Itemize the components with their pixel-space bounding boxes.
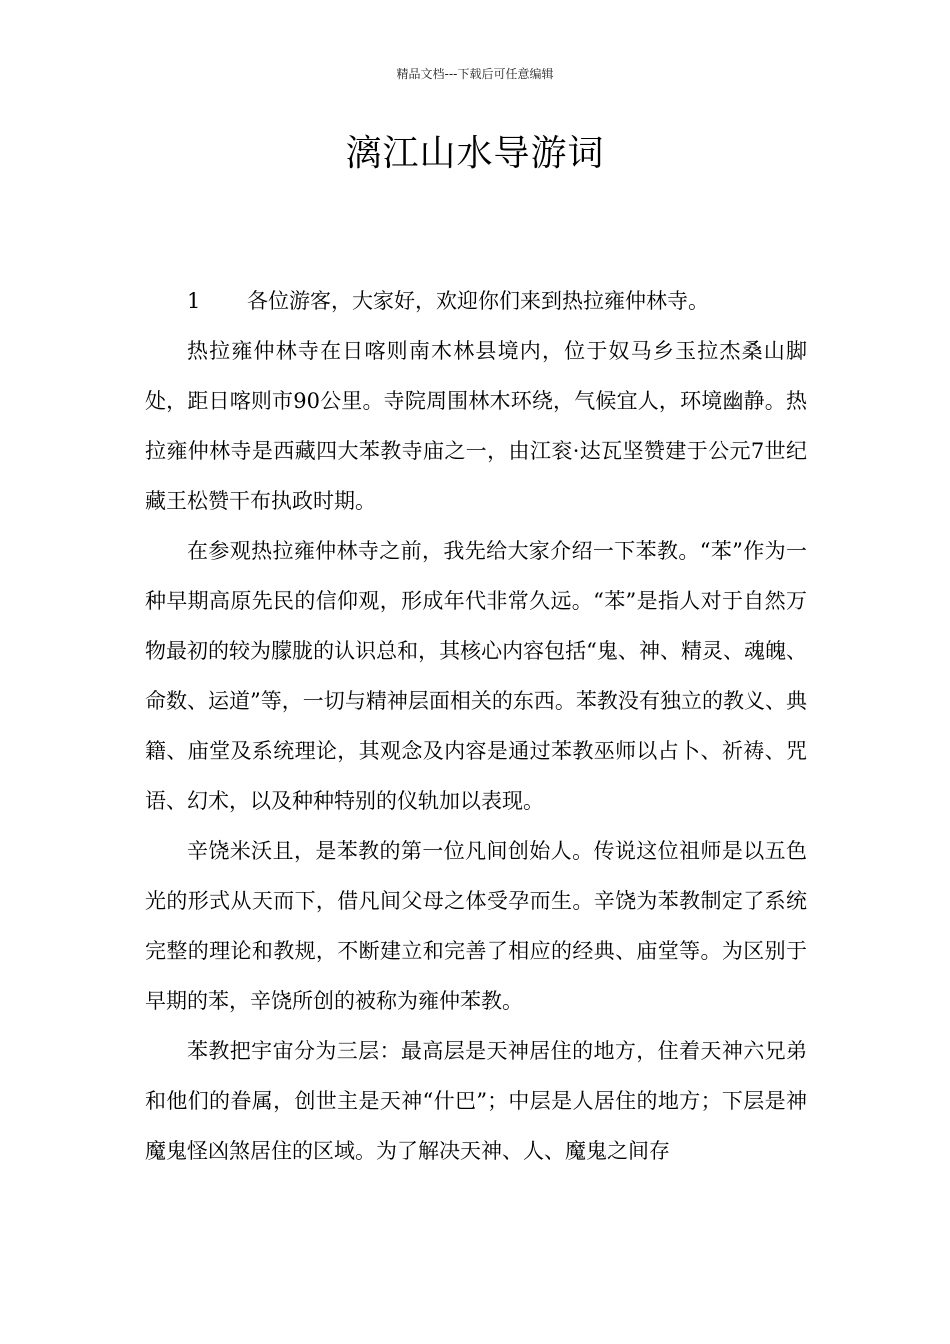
document-body: [145, 276, 807, 1176]
page-header: 精品文档---下载后可任意编辑: [396, 67, 554, 81]
document-title: 漓江山水导游词: [345, 133, 605, 174]
intro-text: 各位游客，大家好，欢迎你们来到热拉雍仲林寺。: [247, 289, 709, 313]
paragraph-founder: 辛饶米沃且，是苯教的第一位凡间创始人。传说这位祖师是以五色光的形式从天而下，借凡间父母之体受孕而生。辛饶为苯教制定了系统完整的理论和教规，不断建立和完善了相应的经典、庙堂等。为区别于早期的苯，辛饶所创的被称为雍仲苯教。: [145, 839, 807, 1013]
paragraph-cosmology: 苯教把宇宙分为三层：最高层是天神居住的地方，住着天神六兄弟和他们的眷属，创世主是天神“什巴”；中层是人居住的地方；下层是神魔鬼怪凶煞居住的区域。为了解决天神、人、魔鬼之间存: [145, 1039, 807, 1163]
section-number: 1: [187, 289, 201, 313]
paragraph-temple-location: 热拉雍仲林寺在日喀则南木林县境内，位于奴马乡玉拉杰桑山脚处，距日喀则市90公里。寺院周围林木环绕，气候宜人，环境幽静。热拉雍仲林寺是西藏四大苯教寺庙之一，由江衮·达瓦坚赞建于公元7世纪藏王松赞干布执政时期。: [145, 339, 807, 513]
paragraph-bon-introduction: 在参观热拉雍仲林寺之前，我先给大家介绍一下苯教。“苯”作为一种早期高原先民的信仰观，形成年代非常久远。“苯”是指人对于自然万物最初的较为朦胧的认识总和，其核心内容包括“鬼、神、精灵、魂魄、命数、运道”等，一切与精神层面相关的东西。苯教没有独立的教义、典籍、庙堂及系统理论，其观念及内容是通过苯教巫师以占卜、祈祷、咒语、幻术，以及种种特别的仪轨加以表现。: [145, 539, 807, 813]
intro-line: [145, 276, 807, 326]
